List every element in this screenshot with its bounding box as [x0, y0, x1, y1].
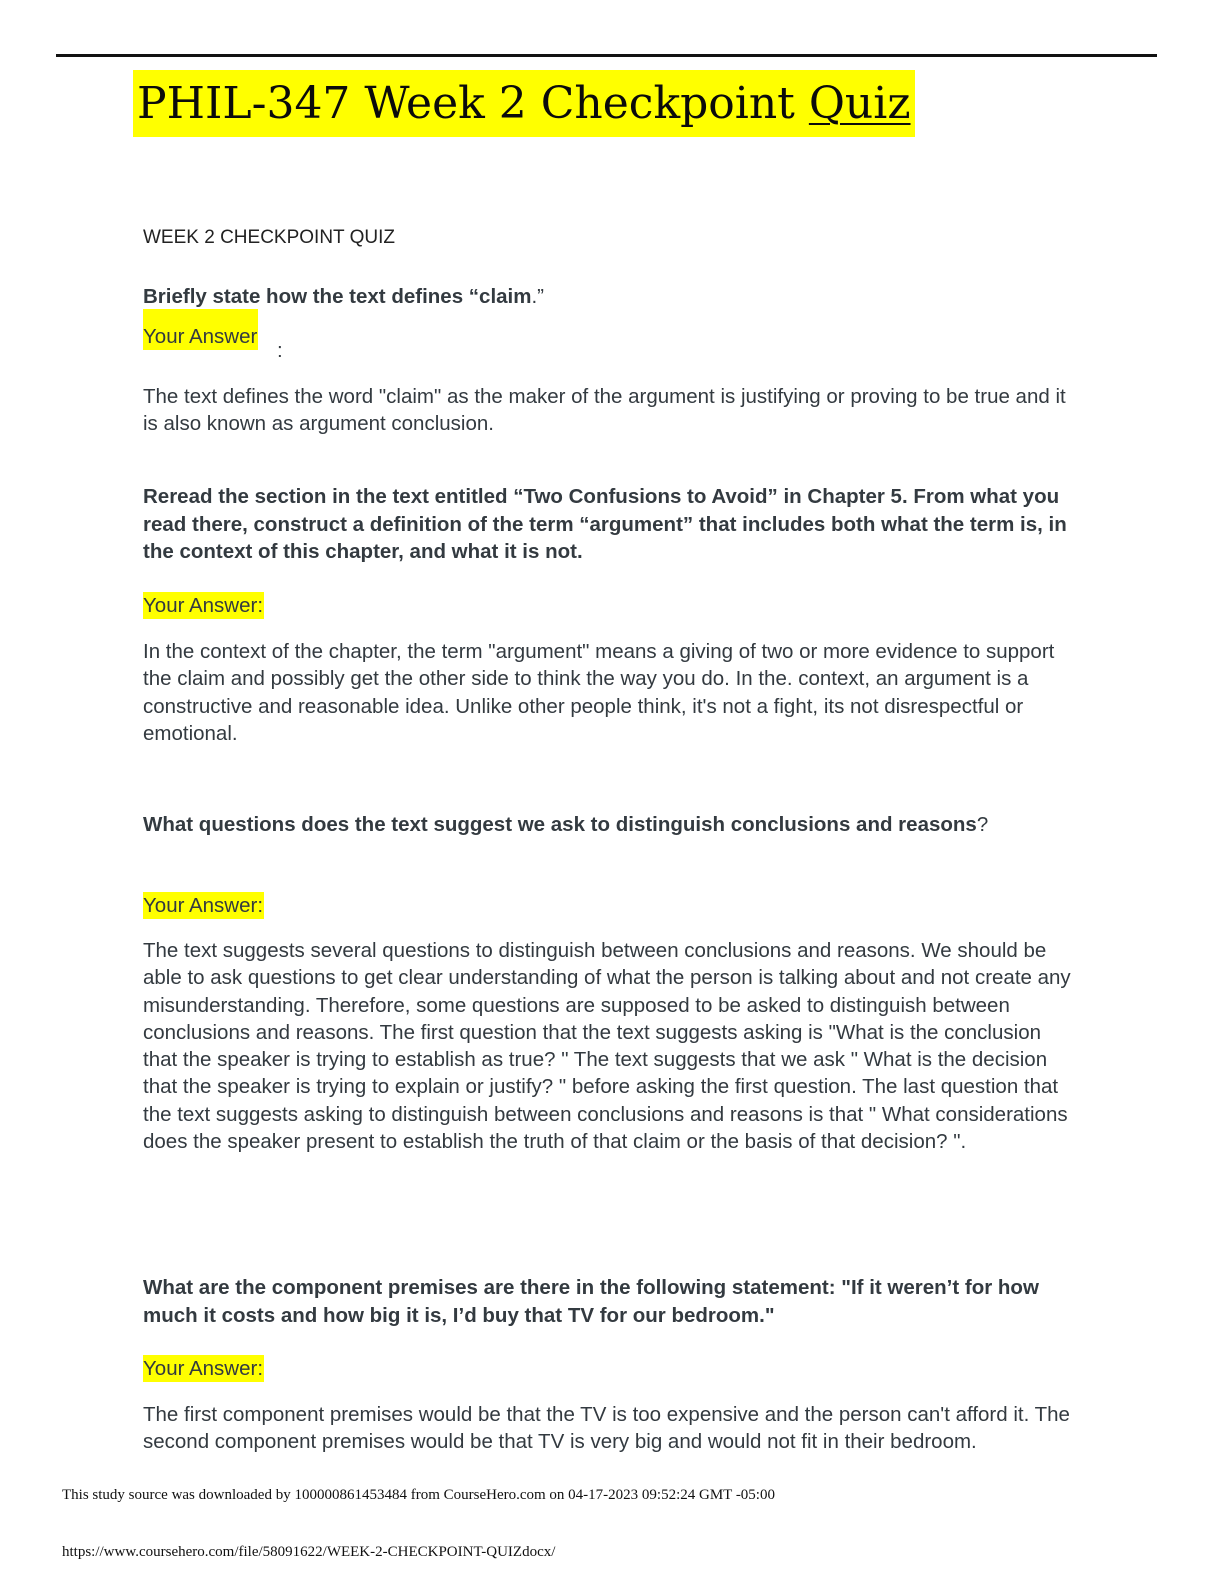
answer-3: The text suggests several questions to distinguish between conclusions and reasons. We should be able to ask questions to get clear understanding of what the person is talking about and not create any misunderstanding. Therefore, some questions are supposed to be asked to distinguish between conclusions and reasons. The first question that the text suggests asking is "What is the conclusion that the speaker is trying to establish as true? " The text suggests that we ask " What is the decision that the speaker is trying to explain or justify? " before asking the first question. The last question that the text suggests asking to distinguish between conclusions and reasons is that " What considerations does the speaker present to establish the truth of that claim or the basis of that decision? ".	[143, 939, 1071, 1154]
your-answer-label-3: Your Answer:	[143, 894, 264, 917]
question-4: What are the component premises are there in the following statement: "If it weren’t for how much it costs and how big it is, I’d buy that TV for our bedroom."	[143, 1276, 1039, 1327]
your-answer-label-1: Your Answer	[143, 309, 258, 350]
download-source-notice: This study source was downloaded by 100000861453484 from CourseHero.com on 04-17-2023 09:52:24 GMT -05:00	[62, 1487, 775, 1503]
question-3-tail: ?	[976, 813, 989, 836]
your-answer-colon-1: :	[277, 339, 283, 362]
section-label: WEEK 2 CHECKPOINT QUIZ	[143, 227, 395, 248]
top-horizontal-rule	[56, 54, 1157, 57]
answer-2: In the context of the chapter, the term "argument" means a giving of two or more evidence to support the claim and possibly get the other side to think the way you do. In the. context, an argument is a constructive and reasonable idea. Unlike other people think, it's not a fight, its not disrespectful or emotional.	[143, 640, 1055, 745]
source-url: https://www.coursehero.com/file/58091622/WEEK-2-CHECKPOINT-QUIZdocx/	[62, 1544, 556, 1560]
question-1-tail: .”	[531, 285, 545, 308]
question-3	[143, 811, 1073, 839]
answer-1: The text defines the word "claim" as the maker of the argument is justifying or proving to be true and it is also known as argument conclusion.	[143, 385, 1066, 436]
title-underlined-word: Quiz	[808, 78, 911, 129]
your-answer-label-4: Your Answer:	[143, 1357, 264, 1380]
question-1	[143, 283, 1073, 311]
document-title	[133, 70, 915, 137]
question-2: Reread the section in the text entitled “Two Confusions to Avoid” in Chapter 5. From what you read there, construct a definition of the term “argument” that includes both what the term is, in the context of this chapter, and what it is not.	[143, 485, 1067, 563]
your-answer-label-2: Your Answer:	[143, 594, 264, 617]
title-main: PHIL-347 Week 2 Checkpoint	[137, 78, 795, 129]
question-3-text: What questions does the text suggest we ask to distinguish conclusions and reasons	[143, 813, 977, 836]
question-1-text: Briefly state how the text defines “claim	[143, 285, 532, 308]
answer-4: The first component premises would be that the TV is too expensive and the person can't afford it. The second component premises would be that TV is very big and would not fit in their bedroom.	[143, 1403, 1070, 1454]
